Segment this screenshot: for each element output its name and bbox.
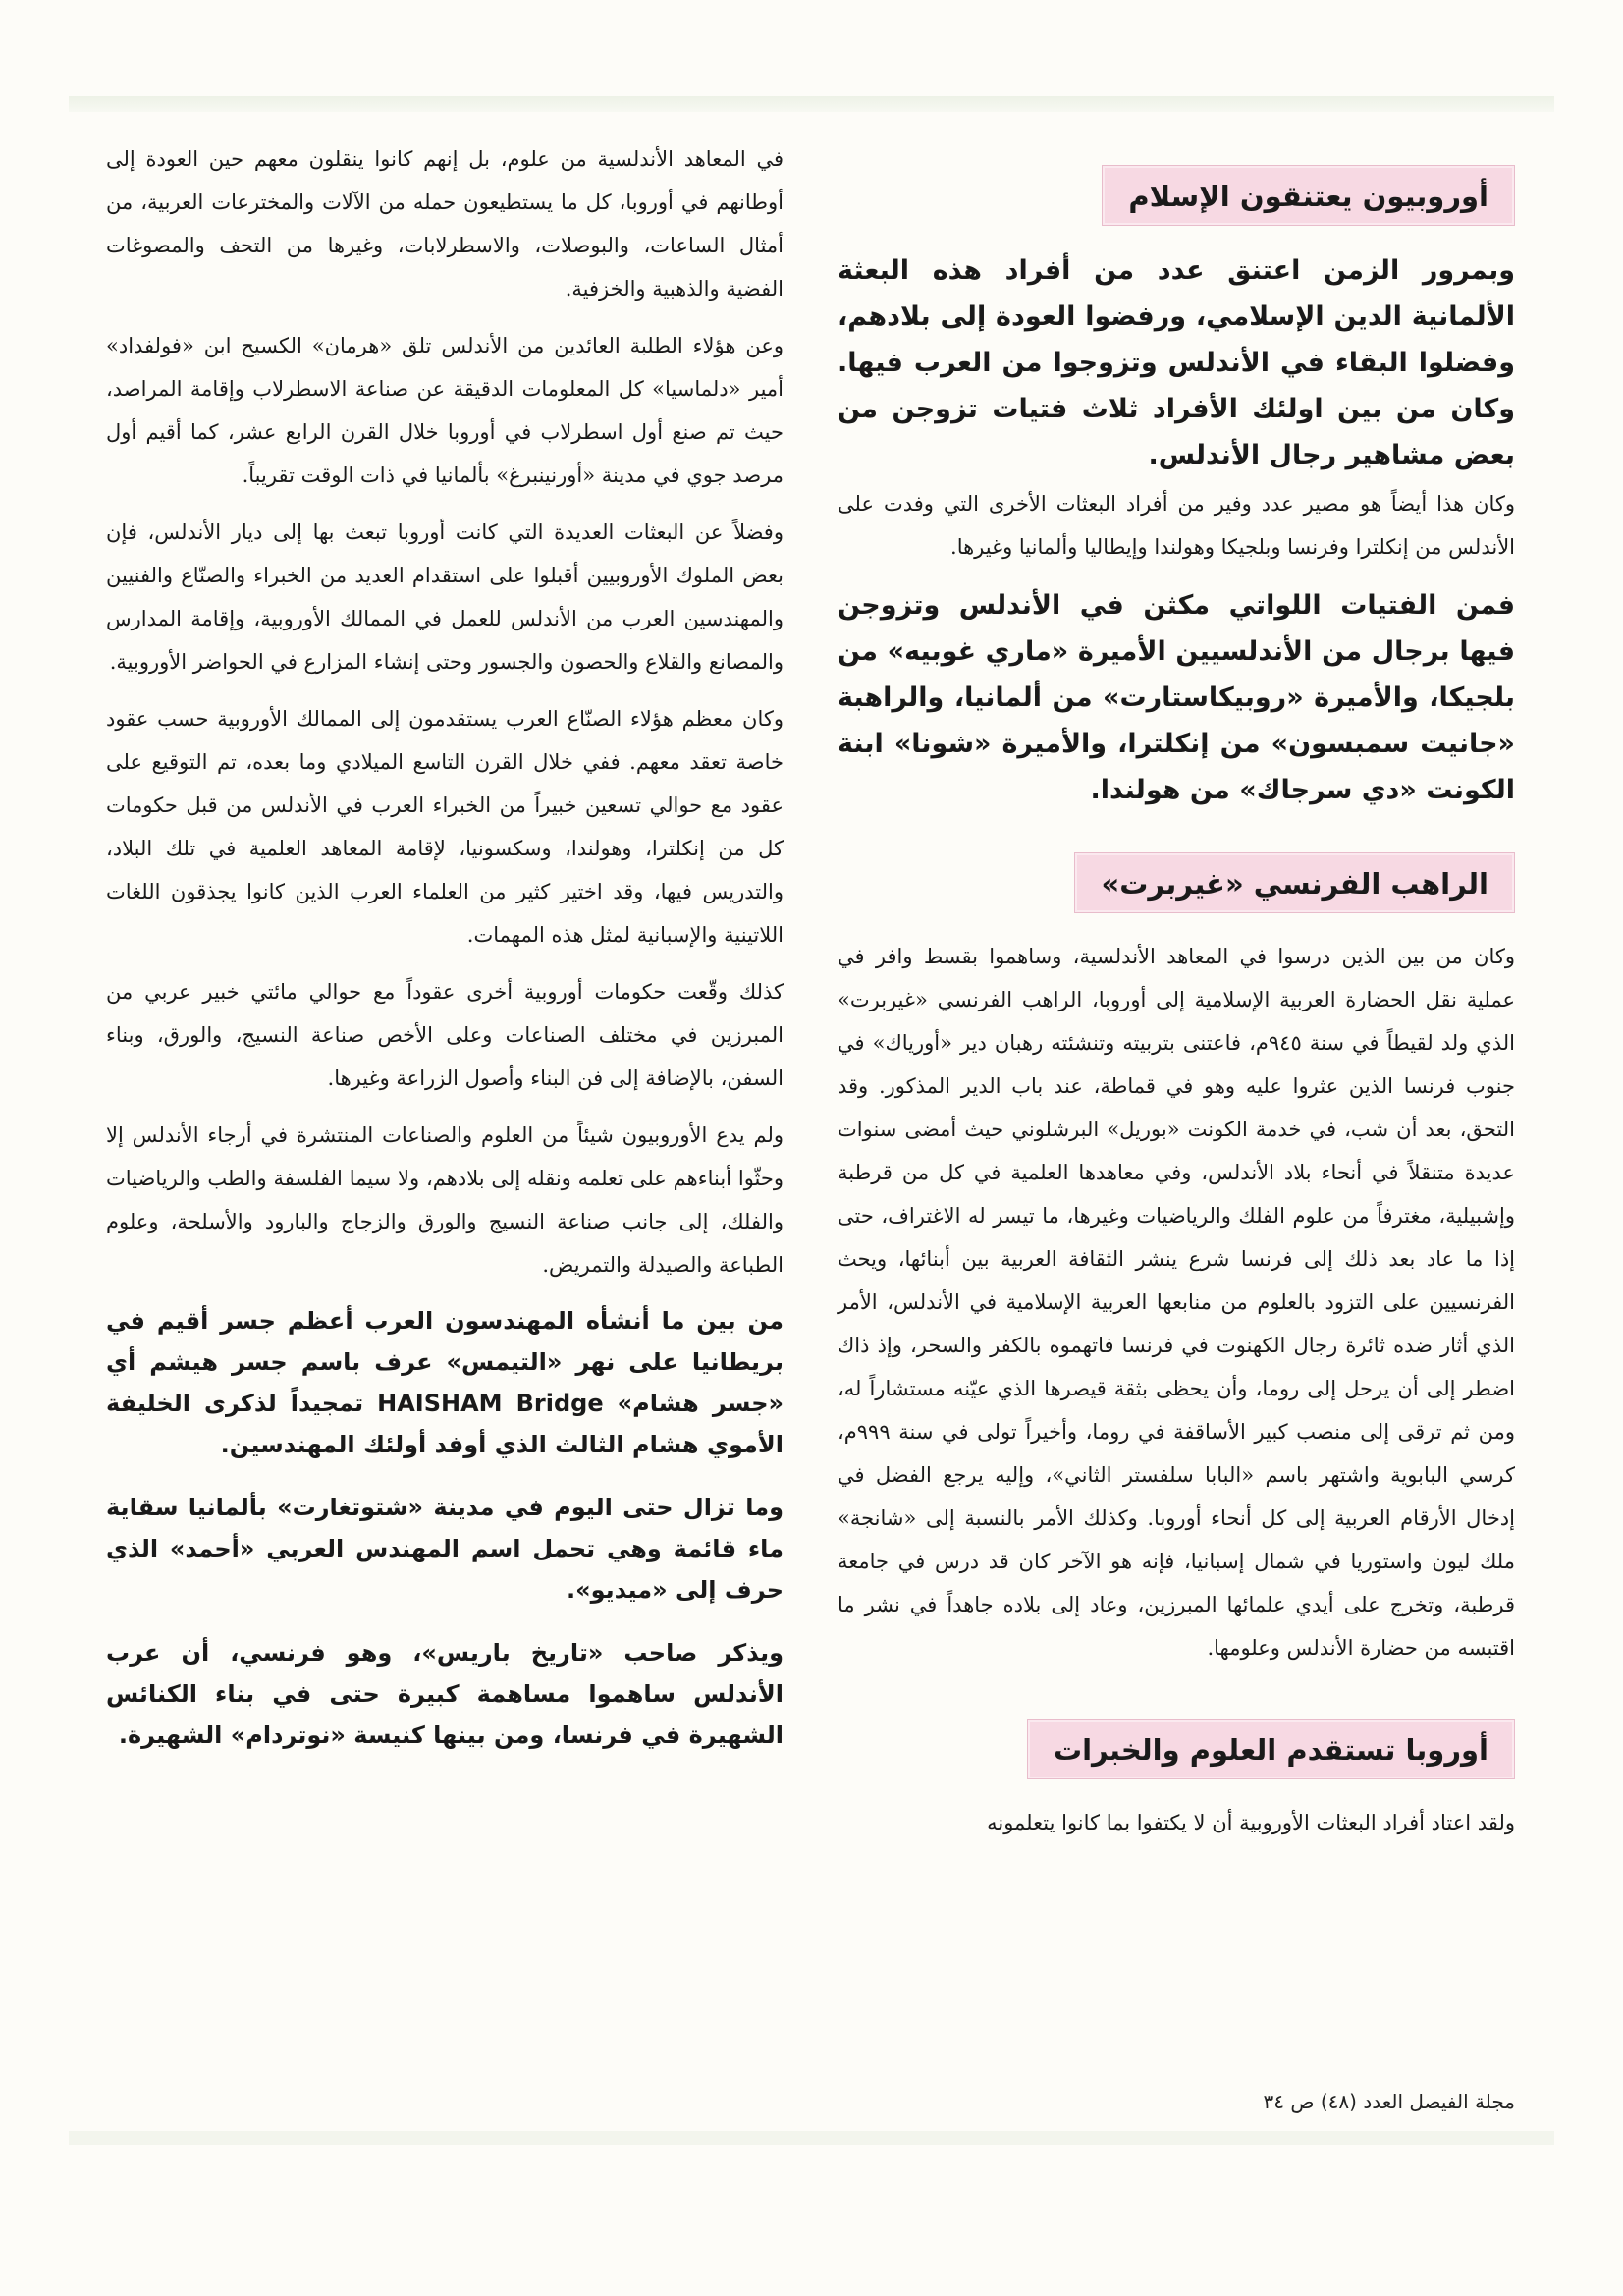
paragraph: وكان من بين الذين درسوا في المعاهد الأندلسية، وساهموا بقسط وافر في عملية نقل الحضارة العربية الإسلامية إلى أوروبا، الراهب الفرنسي «غيربرت» الذي ولد لقيطاً في سنة ٩٤٥م، فاعتنى بتربيته وتنشئته رهبان دير «أورياك» في جنوب فرنسا الذين عثروا عليه وهو في قماطة، عند باب الدير المذكور. وقد التحق، بعد أن شب، في خدمة الكونت «بوريل» البرشلوني حيث أمضى سنوات عديدة متنقلاً في أنحاء بلاد الأندلس، وفي معاهدها العلمية في كل من قرطبة وإشبيلية، مغترفاً من علوم الفلك والرياضيات وغيرها، ما تيسر له الاغتراف، حتى إذا ما عاد بعد ذلك إلى فرنسا شرع ينشر الثقافة العربية بين أبنائها، ويحث الفرنسيين على التزود بالعلوم من منابعها العربية الإسلامية في الأندلس، الأمر الذي أثار ضده ثائرة رجال الكهنوت في فرنسا فاتهموه بالكفر والسحر، وإذ ذاك اضطر إلى أن يرحل إلى روما، وأن يحظى بثقة قيصرها الذي عيّنه مستشاراً له، ومن ثم ترقى إلى منصب كبير الأساقفة في روما، وأخيراً تولى في سنة ٩٩٩م، كرسي البابوية واشتهر باسم «البابا سلفستر الثاني»، وإليه يرجع الفضل في إدخال الأرقام العربية إلى كل أنحاء أوروبا. وكذلك الأمر بالنسبة إلى «شانجة» ملك ليون واستوريا في شمال إسبانيا، فإنه هو الآخر كان قد درس في جامعة قرطبة، وتخرج على أيدي علمائها المبرزين، وعاد إلى بلاده جاهداً في نشر ما اقتبسه من حضارة الأندلس وعلومها. <box>838 945 1515 1660</box>
right-column <box>838 137 1515 1858</box>
paragraph: وعن هؤلاء الطلبة العائدين من الأندلس تلق «هرمان» الكسيح ابن «فولفداد» أمير «دلماسيا» كل المعلومات الدقيقة عن صناعة الاسطرلاب وإقامة المراصد، حيث تم صنع أول اسطرلاب في أوروبا خلال القرن الرابع عشر، كما أقيم أول مرصد جوي في مدينة «أورنينبرغ» بألمانيا في ذات الوقت تقريباً. <box>106 334 784 487</box>
page-top-band <box>69 96 1554 112</box>
section-heading-3: أوروبا تستقدم العلوم والخبرات <box>1027 1719 1515 1779</box>
page-bottom-band <box>69 2131 1554 2145</box>
paragraph: وكان هذا أيضاً هو مصير عدد وفير من أفراد البعثات الأخرى التي وفدت على الأندلس من إنكلترا وفرنسا وبلجيكا وهولندا وإيطاليا وألمانيا وغيرها. <box>838 492 1515 559</box>
left-column <box>106 137 784 1777</box>
paragraph-bold: وبمرور الزمن اعتنق عدد من أفراد هذه البعثة الألمانية الدين الإسلامي، ورفضوا العودة إلى بلادهم، وفضلوا البقاء في الأندلس وتزوجوا من العرب فيها. وكان من بين اولئك الأفراد ثلاث فتيات تزوجن من بعض مشاهير رجال الأندلس. <box>838 255 1515 470</box>
section-heading-1: أوروبيون يعتنقون الإسلام <box>1102 165 1515 226</box>
paragraph: ولم يدع الأوروبيون شيئاً من العلوم والصناعات المنتشرة في أرجاء الأندلس إلا وحثّوا أبناءهم على تعلمه ونقله إلى بلادهم، ولا سيما الفلسفة والطب والرياضيات والفلك، إلى جانب صناعة النسيج والورق والزجاج والبارود والأسلحة، وعلوم الطباعة والصيدلة والتمريض. <box>106 1123 784 1277</box>
paragraph-bold: ويذكر صاحب «تاريخ باريس»، وهو فرنسي، أن عرب الأندلس ساهموا مساهمة كبيرة حتى في بناء الكنائس الشهيرة في فرنسا، ومن بينها كنيسة «نوتردام» الشهيرة. <box>106 1639 784 1749</box>
paragraph: وفضلاً عن البعثات العديدة التي كانت أوروبا تبعث بها إلى ديار الأندلس، فإن بعض الملوك الأوروبيين أقبلوا على استقدام العديد من الخبراء والصنّاع والفنيين والمهندسين العرب من الأندلس للعمل في الممالك الأوروبية، وإقامة المدارس والمصانع والقلاع والحصون والجسور وحتى إنشاء المزارع في الحواضر الأوروبية. <box>106 520 784 674</box>
paragraph-bold: من بين ما أنشأه المهندسون العرب أعظم جسر أقيم في بريطانيا على نهر «التيمس» عرف باسم جسر هيشم أي «جسر هشام» HAISHAM Bridge تمجيداً لذكرى الخليفة الأموي هشام الثالث الذي أوفد أولئك المهندسين. <box>106 1307 784 1458</box>
paragraph-bold: وما تزال حتى اليوم في مدينة «شتوتغارت» بألمانيا سقاية ماء قائمة وهي تحمل اسم المهندس العربي «أحمد» الذي حرف إلى «ميديو». <box>106 1494 784 1604</box>
paragraph: وكان معظم هؤلاء الصنّاع العرب يستقدمون إلى الممالك الأوروبية حسب عقود خاصة تعقد معهم. ففي خلال القرن التاسع الميلادي وما بعده، تم التوقيع على عقود مع حوالي تسعين خبيراً من الخبراء العرب في الأندلس من قبل حكومات كل من إنكلترا، وهولندا، وسكسونيا، لإقامة المعاهد العلمية في تلك البلاد، والتدريس فيها، وقد اختير كثير من العلماء العرب الذين كانوا يجذقون اللغات اللاتينية والإسبانية لمثل هذه المهمات. <box>106 707 784 947</box>
paragraph-bold: فمن الفتيات اللواتي مكثن في الأندلس وتزوجن فيها برجال من الأندلسيين الأميرة «ماري غوبيه» من بلجيكا، والأميرة «روبيكاستارت» من ألمانيا، والراهبة «جانيت سمبسون» من إنكلترا، والأميرة «شونا» ابنة الكونت «دي سرجاك» من هولندا. <box>838 590 1515 805</box>
page-footer: مجلة الفيصل العدد (٤٨) ص ٣٤ <box>1263 2090 1515 2113</box>
section-heading-2: الراهب الفرنسي «غيربرت» <box>1074 852 1515 913</box>
paragraph: في المعاهد الأندلسية من علوم، بل إنهم كانوا ينقلون معهم حين العودة إلى أوطانهم في أوروبا، كل ما يستطيعون حمله من الآلات والمخترعات العربية، من أمثال الساعات، والبوصلات، والاسطرلابات، وغيرها من التحف والمصوغات الفضية والذهبية والخزفية. <box>106 147 784 301</box>
paragraph: كذلك وقّعت حكومات أوروبية أخرى عقوداً مع حوالي مائتي خبير عربي من المبرزين في مختلف الصناعات وعلى الأخص صناعة النسيج، والورق، وبناء السفن، بالإضافة إلى فن البناء وأصول الزراعة وغيرها. <box>106 980 784 1090</box>
paragraph: ولقد اعتاد أفراد البعثات الأوروبية أن لا يكتفوا بما كانوا يتعلمونه <box>987 1811 1515 1834</box>
